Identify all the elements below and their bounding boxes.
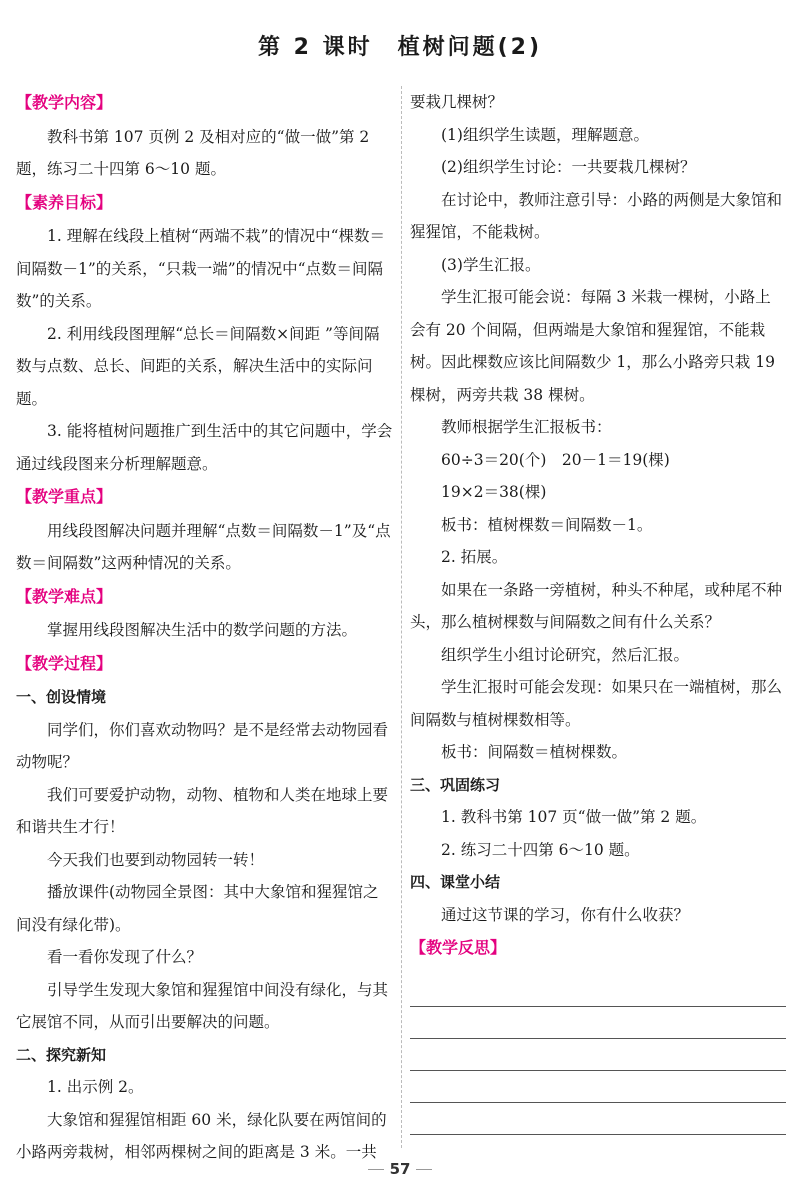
page-title: 第 2 课时 植树问题(2) <box>257 35 543 60</box>
page-footer <box>0 1160 800 1178</box>
subheading-summary: 四、课堂小结 <box>410 873 501 891</box>
paragraph: 1. 出示例 2。 <box>47 1078 144 1096</box>
paragraph: 2. 拓展。 <box>441 548 508 566</box>
paragraph: (1)组织学生读题，理解题意。 <box>441 125 649 144</box>
footer-dash <box>368 1169 384 1170</box>
paragraph: 2. 练习二十四第 6～10 题。 <box>441 840 640 859</box>
footer-dash <box>416 1169 432 1170</box>
paragraph: 我们可要爱护动物，动物、植物和人类在地球上要和谐共生才行！ <box>16 785 389 836</box>
heading-goals: 【素养目标】 <box>16 192 113 212</box>
paragraph: 引导学生发现大象馆和猩猩馆中间没有绿化，与其它展馆不同，从而引出要解决的问题。 <box>16 980 389 1031</box>
paragraph: 1. 教科书第 107 页“做一做”第 2 题。 <box>441 808 707 826</box>
paragraph: 组织学生小组讨论研究，然后汇报。 <box>441 645 690 664</box>
heading-key-points: 【教学重点】 <box>16 487 113 506</box>
paragraph: 大象馆和猩猩馆相距 60 米，绿化队要在两馆间的小路两旁栽树，相邻两棵树之间的距离是 3 米。一共 <box>16 1110 387 1161</box>
paragraph: 学生汇报可能会说：每隔 3 米栽一棵树，小路上会有 20 个间隔，但两端是大象馆和猩猩馆，不能栽树。因此棵数应该比间隔数少 1，那么小路旁只栽 19 棵树，两旁共栽 38 棵树。 <box>410 288 775 404</box>
paragraph: 3. 能将植树问题推广到生活中的其它问题中，学会通过线段图来分析理解题意。 <box>16 422 393 473</box>
paragraph: 1. 理解在线段上植树“两端不栽”的情况中“棵数＝间隔数－1”的关系，“只栽一端”的情况中“点数＝间隔数”的关系。 <box>16 227 385 310</box>
heading-teaching-content: 【教学内容】 <box>16 93 113 112</box>
heading-difficulties: 【教学难点】 <box>16 586 113 606</box>
paragraph: 同学们，你们喜欢动物吗？是不是经常去动物园看动物呢？ <box>16 720 389 771</box>
subheading-explore: 二、探究新知 <box>16 1045 107 1064</box>
paragraph: 要栽几棵树？ <box>410 93 504 111</box>
equation: 19×2＝38(棵) <box>441 483 547 501</box>
paragraph: 教科书第 107 页例 2 及相对应的“做一做”第 2 题，练习二十四第 6～10 题。 <box>16 127 370 178</box>
paragraph: 今天我们也要到动物园转一转！ <box>47 850 265 869</box>
column-divider <box>401 86 402 1148</box>
equation: 60÷3＝20(个) 20－1＝19(棵) <box>441 450 670 469</box>
writing-line <box>410 1071 786 1103</box>
paragraph: 板书：植树棵数＝间隔数－1。 <box>441 515 653 534</box>
paragraph: 播放课件(动物园全景图：其中大象馆和猩猩馆之间没有绿化带)。 <box>16 883 379 934</box>
page-number: 57 <box>389 1160 411 1178</box>
subheading-scenario: 一、创设情境 <box>16 688 107 706</box>
subheading-practice: 三、巩固练习 <box>410 775 501 794</box>
reflection-lines <box>410 975 786 1135</box>
paragraph: 在讨论中，教师注意引导：小路的两侧是大象馆和猩猩馆，不能栽树。 <box>410 190 783 241</box>
paragraph: 看一看你发现了什么？ <box>47 948 203 966</box>
writing-line <box>410 1039 786 1071</box>
left-column <box>16 86 394 1169</box>
paragraph: 如果在一条路一旁植树，种头不种尾，或种尾不种头，那么植树棵数与间隔数之间有什么关系？ <box>410 580 783 631</box>
paragraph: 2. 利用线段图理解“总长＝间隔数×间距 ”等间隔数与点数、总长、间距的关系，解决生活中的实际问题。 <box>16 324 380 408</box>
paragraph: 用线段图解决问题并理解“点数＝间隔数－1”及“点数＝间隔数”这两种情况的关系。 <box>16 521 391 572</box>
paragraph: (3)学生汇报。 <box>441 255 541 274</box>
paragraph: 板书：间隔数＝植树棵数。 <box>441 743 628 761</box>
heading-process: 【教学过程】 <box>16 653 113 673</box>
right-column <box>410 86 786 1135</box>
writing-line <box>410 1007 786 1039</box>
paragraph: 通过这节课的学习，你有什么收获？ <box>441 905 690 924</box>
paragraph: 学生汇报时可能会发现：如果只在一端植树，那么间隔数与植树棵数相等。 <box>410 678 783 729</box>
paragraph: 教师根据学生汇报板书： <box>441 418 612 436</box>
writing-line <box>410 975 786 1007</box>
writing-line <box>410 1103 786 1135</box>
paragraph: 掌握用线段图解决生活中的数学问题的方法。 <box>47 621 358 639</box>
heading-reflection: 【教学反思】 <box>410 938 507 957</box>
paragraph: (2)组织学生讨论：一共要栽几棵树？ <box>441 158 696 176</box>
